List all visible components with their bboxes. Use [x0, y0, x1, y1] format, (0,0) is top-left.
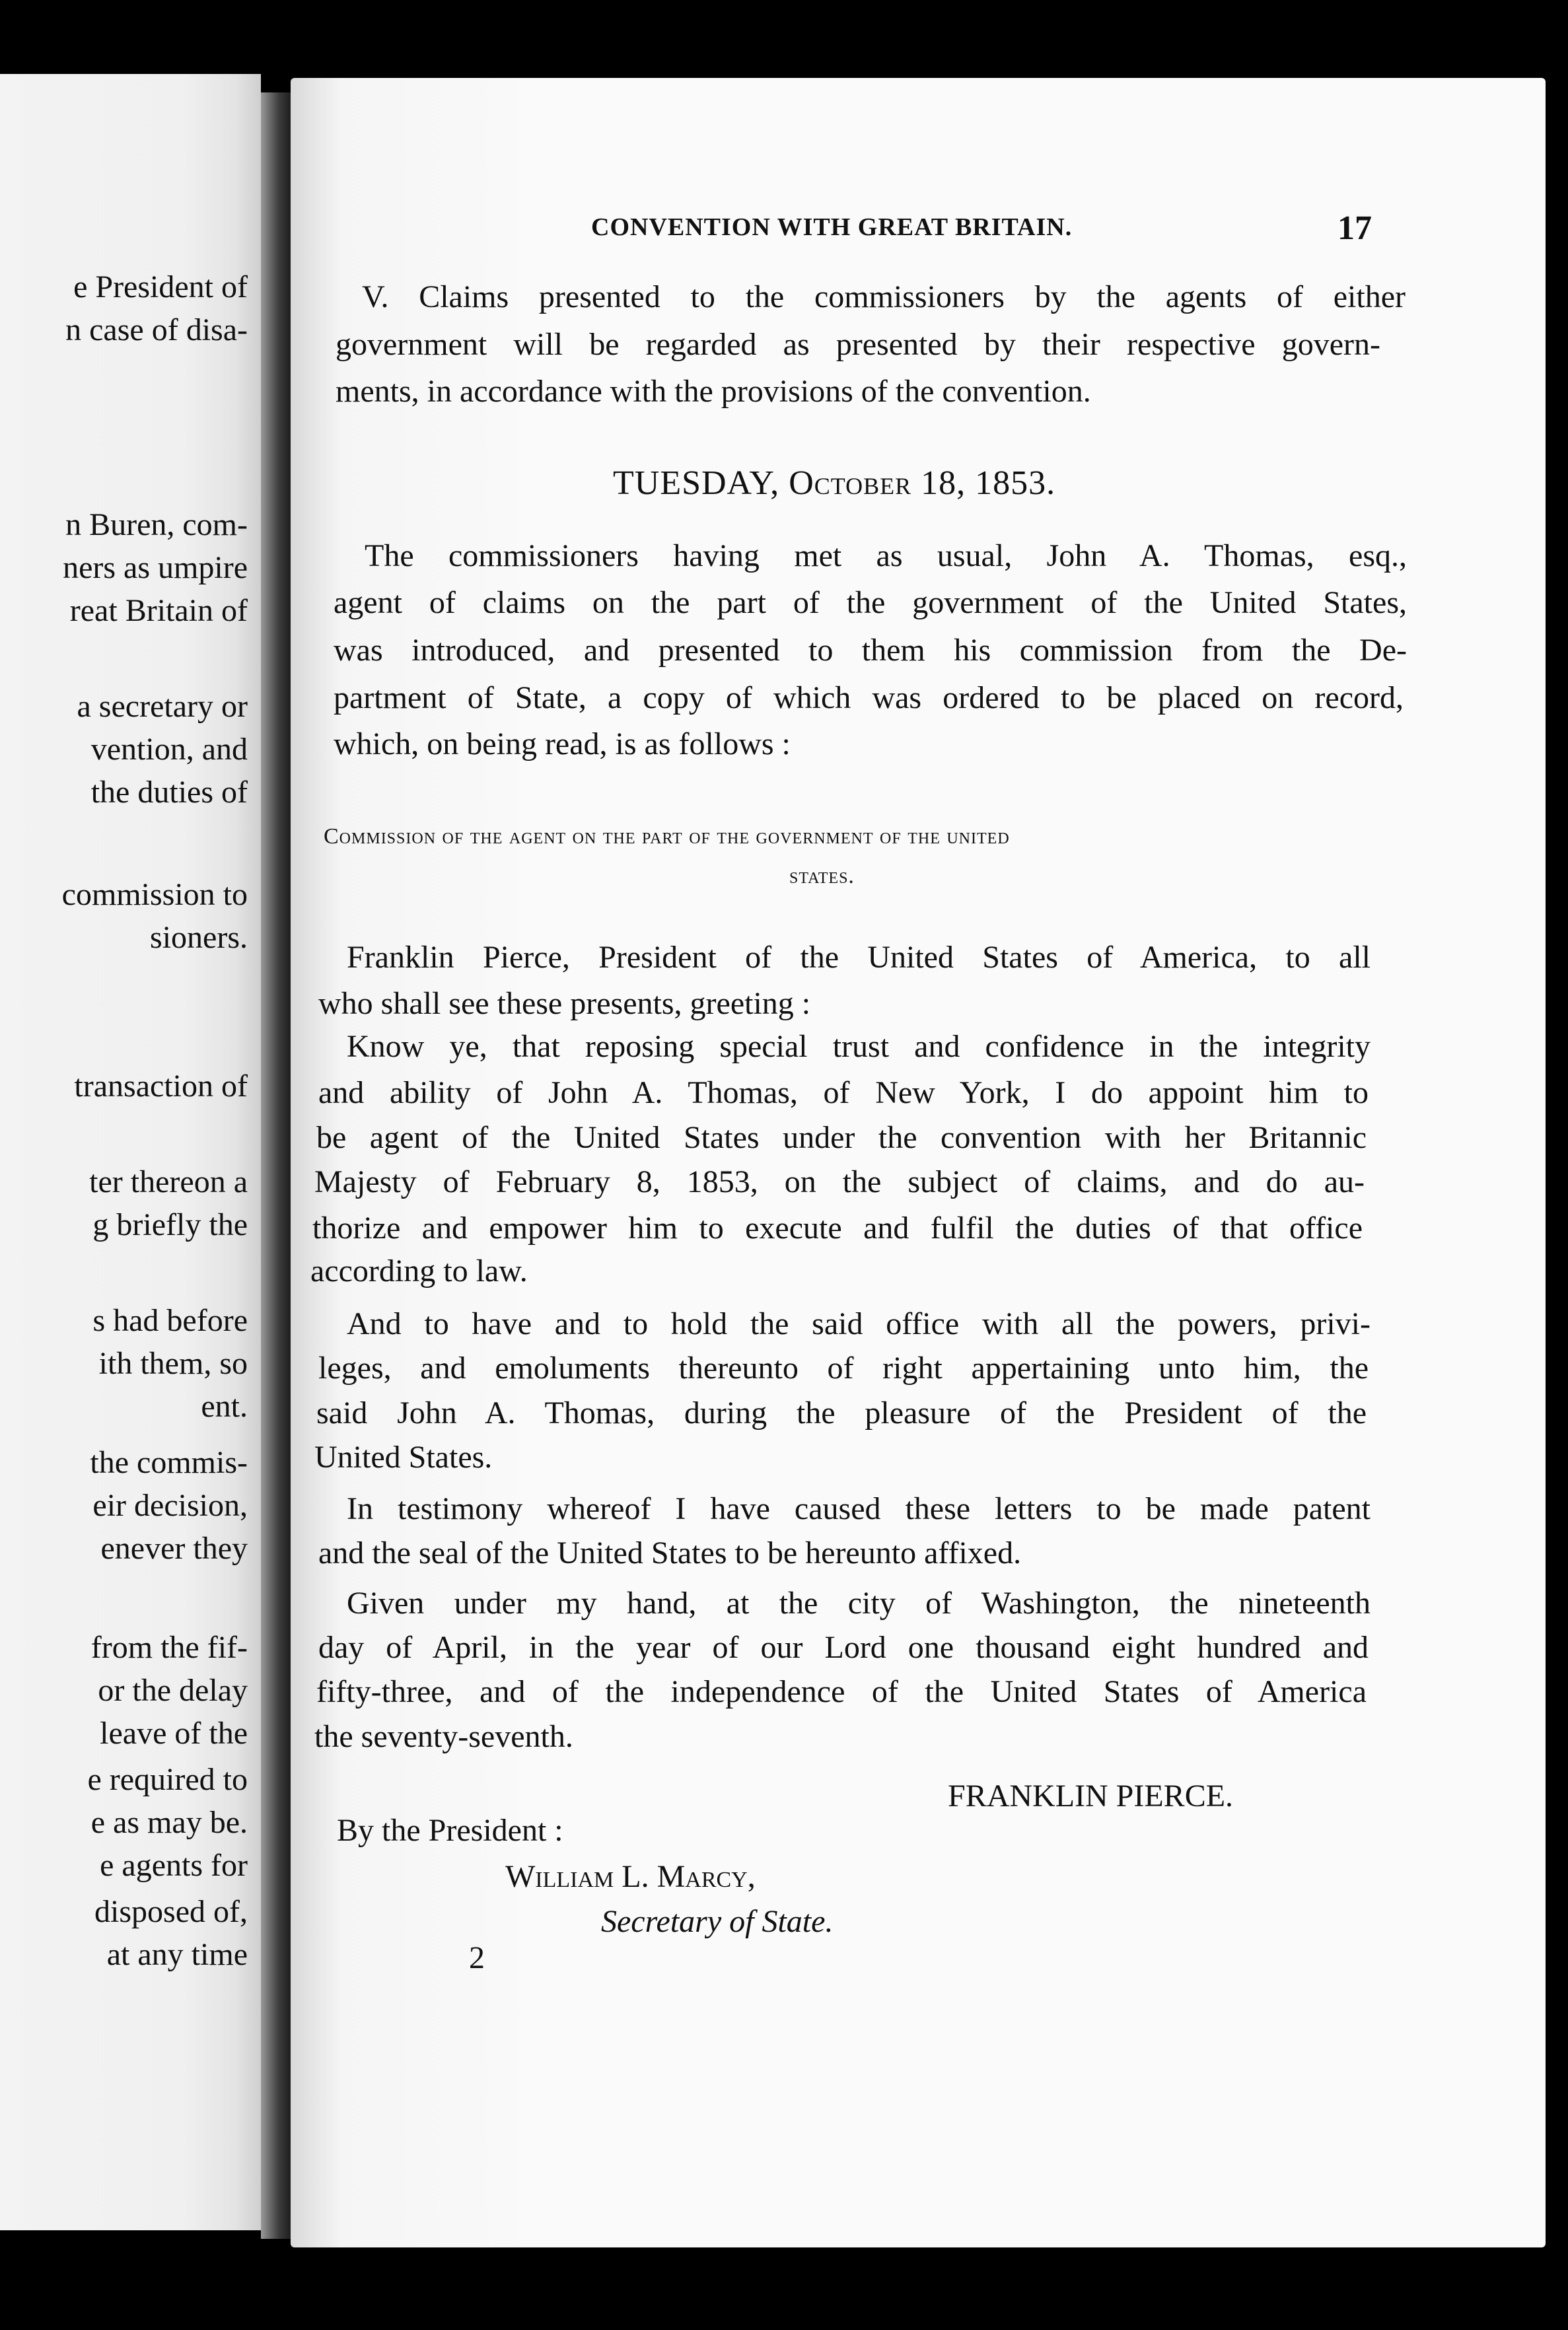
commission-line: leges, and emoluments thereunto of right appertaining unto him, the	[318, 1351, 1369, 1386]
commission-line: Majesty of February 8, 1853, on the subject of claims, and do au-	[314, 1164, 1365, 1199]
section-v-line: government will be regarded as presented by their respective govern-	[336, 327, 1380, 362]
left-page-line: vention, and	[90, 732, 248, 767]
signature-franklin-pierce: FRANKLIN PIERCE.	[948, 1779, 1234, 1814]
commission-title: Commission of the agent on the part of the government of the united	[324, 824, 1010, 849]
left-page-line: at any time	[106, 1937, 248, 1972]
commission-line: In testimony whereof I have caused these letters to be made patent	[347, 1491, 1371, 1526]
left-page-line: e President of	[73, 269, 248, 304]
left-page-line: n case of disa-	[65, 312, 248, 347]
signature-mark: 2	[469, 1940, 485, 1975]
commission-line: said John A. Thomas, during the pleasure of the President of the	[316, 1395, 1367, 1430]
date-heading-month: October	[789, 464, 921, 502]
left-page-line: enever they	[100, 1531, 248, 1566]
commission-line: United States.	[314, 1440, 493, 1475]
left-page-line: commission to	[61, 877, 248, 912]
left-page-line: eir decision,	[92, 1488, 248, 1523]
intro-line: The commissioners having met as usual, John A. Thomas, esq.,	[365, 538, 1407, 573]
intro-line: partment of State, a copy of which was ordered to be placed on record,	[334, 680, 1404, 715]
left-page-line: leave of the	[100, 1716, 248, 1751]
left-page-line: or the delay	[98, 1673, 248, 1708]
attestation-title: Secretary of State.	[601, 1904, 834, 1939]
running-head: CONVENTION WITH GREAT BRITAIN.	[591, 213, 1073, 241]
commission-line: And to have and to hold the said office with all the powers, privi-	[347, 1306, 1371, 1341]
commission-line: thorize and empower him to execute and fulfil the duties of that office	[312, 1211, 1363, 1246]
intro-line: agent of claims on the part of the government of the United States,	[334, 585, 1407, 620]
left-page-line: reat Britain of	[69, 593, 248, 628]
commission-title-continued: states.	[789, 864, 855, 888]
commission-line: Know ye, that reposing special trust and confidence in the integrity	[347, 1029, 1371, 1064]
commission-line: day of April, in the year of our Lord one thousand eight hundred and	[318, 1630, 1369, 1665]
left-page-line: from the fif-	[90, 1630, 248, 1665]
left-page-line: a secretary or	[77, 689, 248, 724]
commission-line: Given under my hand, at the city of Washington, the nineteenth	[347, 1586, 1371, 1621]
commission-line: and ability of John A. Thomas, of New York, I do appoint him to	[318, 1075, 1369, 1110]
left-page-line: ith them, so	[98, 1346, 248, 1381]
left-page-line: n Buren, com-	[65, 507, 248, 542]
commission-line: Franklin Pierce, President of the United States of America, to all	[347, 940, 1371, 975]
commission-line: according to law.	[310, 1253, 528, 1289]
left-page-line: e agents for	[100, 1848, 248, 1883]
section-v-line: V. Claims presented to the commissioners by the agents of either	[362, 279, 1406, 314]
intro-line: which, on being read, is as follows :	[334, 726, 791, 761]
commission-line: who shall see these presents, greeting :	[318, 986, 811, 1021]
commission-line: the seventy-seventh.	[314, 1719, 573, 1754]
attestation-by-line: By the President :	[337, 1813, 563, 1848]
left-page-line: ners as umpire	[63, 550, 248, 585]
left-page-line: e required to	[87, 1762, 248, 1797]
left-page-line: sioners.	[150, 920, 248, 955]
left-facing-page	[0, 74, 261, 2230]
date-heading	[613, 464, 1055, 503]
intro-line: was introduced, and presented to them his commission from the De-	[334, 633, 1407, 668]
left-page-line: the commis-	[90, 1445, 248, 1480]
left-page-line: ent.	[201, 1389, 248, 1424]
left-page-line: the duties of	[90, 775, 248, 810]
date-heading-date: 18, 1853.	[921, 464, 1056, 502]
commission-line: be agent of the United States under the convention with her Britannic	[316, 1120, 1367, 1155]
left-page-line: disposed of,	[94, 1894, 248, 1929]
section-v-line: ments, in accordance with the provisions of the convention.	[336, 374, 1091, 409]
page-number: 17	[1337, 209, 1372, 247]
left-page-line: s had before	[92, 1303, 248, 1338]
attestation-name: William L. Marcy,	[505, 1859, 756, 1894]
commission-line: and the seal of the United States to be hereunto affixed.	[318, 1536, 1022, 1571]
left-page-line: transaction of	[74, 1069, 248, 1104]
date-heading-day: TUESDAY,	[613, 464, 789, 502]
commission-line: fifty-three, and of the independence of the United States of America	[316, 1674, 1367, 1709]
left-page-line: g briefly the	[92, 1207, 248, 1242]
left-page-line: ter thereon a	[89, 1164, 248, 1199]
left-page-line: e as may be.	[90, 1805, 248, 1840]
